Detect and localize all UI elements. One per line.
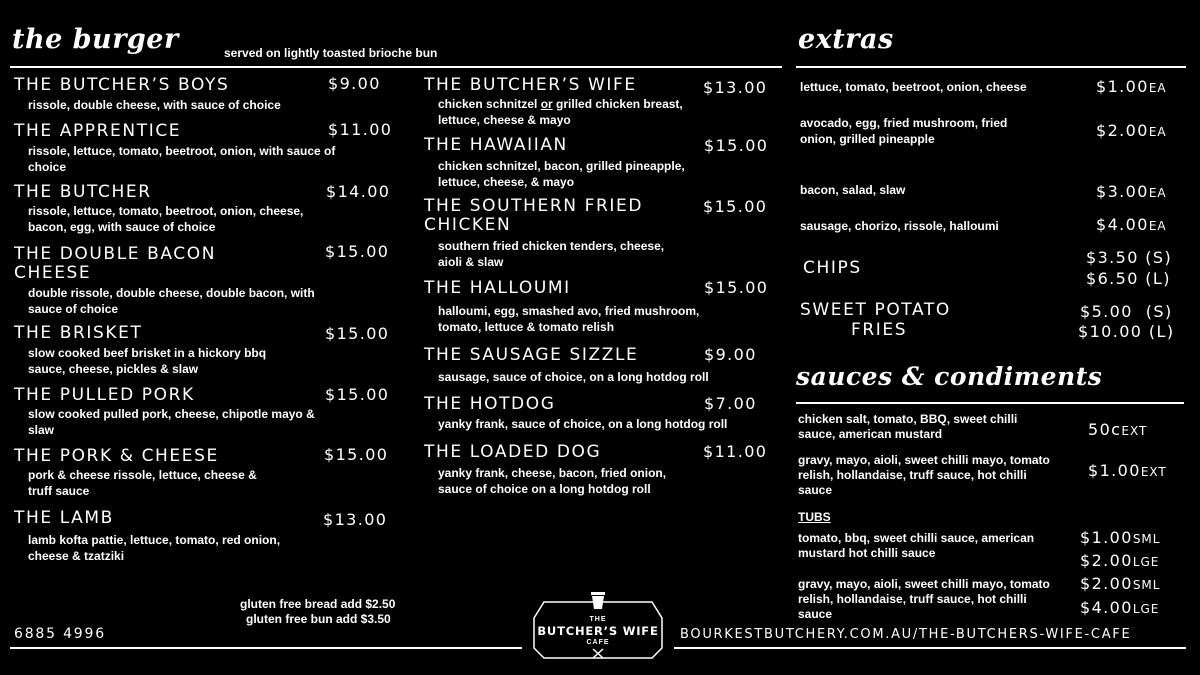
item-description: rissole, lettuce, tomato, beetroot, onion, cheese, bacon, egg, with sauce of choice <box>28 204 304 234</box>
burger-header-divider <box>10 66 782 68</box>
item-price: $15.00 <box>325 242 390 261</box>
extras-item-price: $4.00EA <box>1096 215 1167 234</box>
tubs-item-description: tomato, bbq, sweet chilli sauce, american mustard hot chilli sauce <box>798 531 1035 560</box>
item-description: yanky frank, sauce of choice, on a long hotdog roll <box>438 417 728 431</box>
extras-item-description: avocado, egg, fried mushroom, fried onion, grilled pineapple <box>800 116 1008 146</box>
chips-price-small: $3.50 (S) <box>1086 248 1173 267</box>
sweet-potato-name: SWEET POTATO <box>800 300 951 320</box>
item-price: $15.00 <box>324 445 389 464</box>
item-description: chicken schnitzel or grilled chicken breast, lettuce, cheese & mayo <box>438 97 683 127</box>
extras-item-price: $2.00EA <box>1096 121 1167 140</box>
tubs-item-description: gravy, mayo, aioli, sweet chilli mayo, tomato relish, hollandaise, truff sauce, hot chilli sauce <box>798 577 1050 621</box>
item-name: THE BUTCHER’S WIFE <box>424 75 637 95</box>
extras-item-description: sausage, chorizo, rissole, halloumi <box>800 219 999 233</box>
logo-text-bottom: CAFE <box>586 639 610 646</box>
item-price: $15.00 <box>703 197 768 216</box>
item-description: slow cooked beef brisket in a hickory bbq sauce, cheese, pickles & slaw <box>28 346 267 376</box>
gluten-free-bread-note: gluten free bread add $2.50 <box>240 597 396 611</box>
tubs-label: TUBS <box>798 510 831 524</box>
sauces-header-divider <box>796 402 1184 404</box>
item-description: halloumi, egg, smashed avo, fried mushroom, tomato, lettuce & tomato relish <box>438 304 700 334</box>
sweet-potato-name-line2: FRIES <box>851 320 908 340</box>
footer-left-divider <box>10 647 522 649</box>
item-description: chicken schnitzel, bacon, grilled pineapple, lettuce, cheese, & mayo <box>438 159 685 189</box>
item-description: yanky frank, cheese, bacon, fried onion, sauce of choice on a long hotdog roll <box>438 466 667 496</box>
extras-item-description: lettuce, tomato, beetroot, onion, cheese <box>800 80 1027 94</box>
tubs-item-price-small: $1.00SML <box>1080 528 1161 547</box>
sweet-potato-price-small: $5.00 (S) <box>1080 302 1173 321</box>
item-price: $11.00 <box>703 442 768 461</box>
item-name: THE SOUTHERN FRIED CHICKEN <box>424 196 644 235</box>
item-price: $15.00 <box>325 324 390 343</box>
extras-item-price: $3.00EA <box>1096 182 1167 201</box>
sauces-item-price: $1.00EXT <box>1088 461 1167 480</box>
extras-section-title: extras <box>798 24 894 55</box>
item-name: THE APPRENTICE <box>14 121 182 141</box>
footer-right-divider <box>674 647 1186 649</box>
burger-section-title: the burger <box>12 24 179 55</box>
tubs-item-price-large: $2.00LGE <box>1080 551 1160 570</box>
item-name: THE HOTDOG <box>424 394 556 414</box>
item-name: THE BRISKET <box>14 323 143 343</box>
item-price: $15.00 <box>704 136 769 155</box>
item-price: $13.00 <box>323 510 388 529</box>
cleaver-icon <box>591 647 605 659</box>
item-price: $15.00 <box>325 385 390 404</box>
extras-header-divider <box>796 66 1186 68</box>
item-name: THE LOADED DOG <box>424 442 602 462</box>
sauces-item-description: chicken salt, tomato, BBQ, sweet chilli sauce, american mustard <box>798 412 1018 441</box>
logo-text-top: THE <box>589 616 607 623</box>
cafe-logo <box>532 590 664 660</box>
item-description: rissole, double cheese, with sauce of choice <box>28 98 281 112</box>
item-price: $9.00 <box>328 74 381 93</box>
item-price: $15.00 <box>704 278 769 297</box>
item-name: THE BUTCHER’S BOYS <box>14 75 230 95</box>
item-name: THE HALLOUMI <box>424 278 571 298</box>
item-price: $14.00 <box>326 182 391 201</box>
logo-text-main: BUTCHER’S WIFE <box>537 624 659 638</box>
item-description: double rissole, double cheese, double bacon, with sauce of choice <box>28 286 315 316</box>
website-url[interactable]: BOURKESTBUTCHERY.COM.AU/THE-BUTCHERS-WIFE-CAFE <box>680 627 1132 642</box>
item-description: sausage, sauce of choice, on a long hotdog roll <box>438 370 709 384</box>
item-description: southern fried chicken tenders, cheese, aioli & slaw <box>438 239 665 269</box>
item-name: THE BUTCHER <box>14 182 152 202</box>
tubs-item-price-small: $2.00SML <box>1080 574 1161 593</box>
item-name: THE HAWAIIAN <box>424 135 568 155</box>
item-name: THE LAMB <box>14 508 114 528</box>
chips-price-large: $6.50 (L) <box>1086 269 1171 288</box>
item-name: THE SAUSAGE SIZZLE <box>424 345 639 365</box>
burger-section-subtitle: served on lightly toasted brioche bun <box>224 46 438 60</box>
coffee-cup-icon <box>587 590 609 610</box>
item-name: THE PORK & CHEESE <box>14 446 219 466</box>
item-price: $9.00 <box>704 345 757 364</box>
item-name: THE DOUBLE BACON CHEESE <box>14 244 217 283</box>
item-description: slow cooked pulled pork, cheese, chipotle mayo & slaw <box>28 407 315 437</box>
item-price: $13.00 <box>703 78 768 97</box>
item-description: lamb kofta pattie, lettuce, tomato, red onion, cheese & tzatziki <box>28 533 281 563</box>
item-price: $7.00 <box>704 394 757 413</box>
tubs-item-price-large: $4.00LGE <box>1080 598 1160 617</box>
sweet-potato-price-large: $10.00 (L) <box>1078 322 1175 341</box>
sauces-item-description: gravy, mayo, aioli, sweet chilli mayo, tomato relish, hollandaise, truff sauce, hot chilli sauce <box>798 453 1050 497</box>
chips-name: CHIPS <box>803 258 862 278</box>
extras-item-description: bacon, salad, slaw <box>800 183 906 197</box>
item-name: THE PULLED PORK <box>14 385 195 405</box>
item-description: pork & cheese rissole, lettuce, cheese & truff sauce <box>28 468 257 498</box>
item-description: rissole, lettuce, tomato, beetroot, onion, with sauce of choice <box>28 144 336 174</box>
extras-item-price: $1.00EA <box>1096 77 1167 96</box>
item-price: $11.00 <box>328 120 393 139</box>
gluten-free-bun-note: gluten free bun add $3.50 <box>246 612 391 626</box>
sauces-section-title: sauces & condiments <box>796 362 1103 391</box>
sauces-item-price: 50cEXT <box>1088 420 1148 439</box>
phone-number: 6885 4996 <box>14 626 106 642</box>
